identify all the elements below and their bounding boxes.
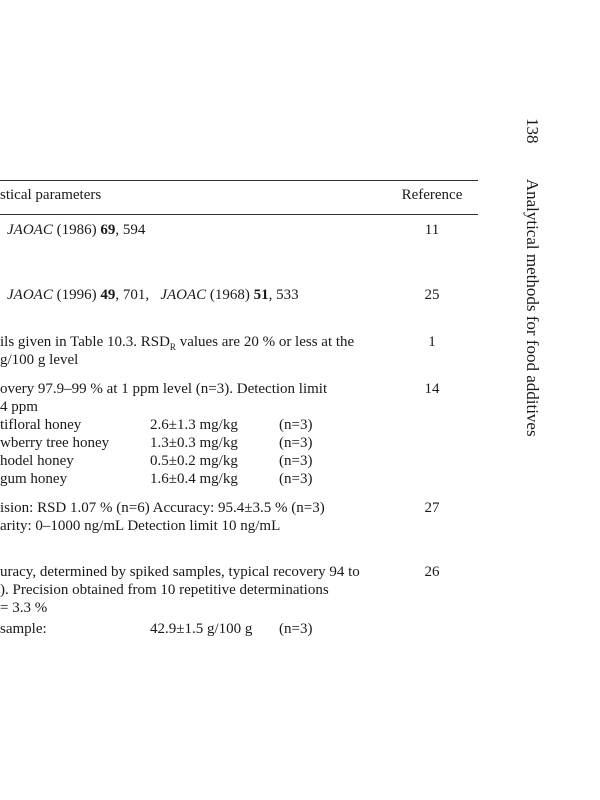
table-row-1-citation: JAOAC (1986) 69, 594	[7, 222, 146, 238]
journal-name: JAOAC	[7, 222, 53, 238]
sample-row: gum honey	[0, 471, 68, 487]
sample-row: hodel honey	[0, 453, 74, 469]
table-row-6-reference: 26	[424, 564, 440, 580]
sample-row: wberry tree honey	[0, 435, 110, 451]
sample-count: (n=3)	[279, 621, 313, 637]
table-row-3-line-2: g/100 g level	[0, 352, 79, 368]
page-number: 138	[523, 118, 542, 144]
sample-value: 2.6±1.3 mg/kg	[150, 417, 238, 433]
sample-value: 42.9±1.5 g/100 g	[150, 621, 253, 637]
sample-count: (n=3)	[279, 471, 313, 487]
table-row-4-line-1: overy 97.9–99 % at 1 ppm level (n=3). Detection limit	[0, 381, 328, 397]
table-row-4-line-2: 4 ppm	[0, 399, 38, 415]
column-header-reference: Reference	[401, 187, 463, 203]
table-top-rule	[0, 180, 478, 181]
sample-count: (n=3)	[279, 435, 313, 451]
table-row-3-line-1: ils given in Table 10.3. $RSD_R$ values are 20 % or less at the	[0, 334, 355, 352]
table-row-5-line-2: arity: 0–1000 ng/mL Detection limit 10 ng/mL	[0, 518, 281, 534]
table-row-4-reference: 14	[424, 381, 440, 397]
table-row-1-reference: 11	[424, 222, 440, 238]
sample-value: 1.6±0.4 mg/kg	[150, 471, 238, 487]
table-row-2-reference: 25	[424, 287, 440, 303]
table-row-5-line-1: ision: RSD 1.07 % (n=6) Accuracy: 95.4±3.5 % (n=3)	[0, 500, 325, 516]
table-row-2-citation: JAOAC (1996) 49, 701, JAOAC (1968) 51, 533	[7, 287, 299, 303]
sample-label: sample:	[0, 621, 47, 637]
sample-count: (n=3)	[279, 417, 313, 433]
sample-count: (n=3)	[279, 453, 313, 469]
sample-value: 0.5±0.2 mg/kg	[150, 453, 238, 469]
running-title: Analytical methods for food additives	[523, 178, 542, 437]
table-row-6-line-3: = 3.3 %	[0, 600, 48, 616]
running-header	[522, 118, 542, 437]
sample-value: 1.3±0.3 mg/kg	[150, 435, 238, 451]
table-row-5-reference: 27	[424, 500, 440, 516]
table-header-rule	[0, 214, 478, 215]
sample-row: tifloral honey	[0, 417, 82, 433]
column-header-params: stical parameters	[0, 187, 102, 203]
table-row-6-line-2: ). Precision obtained from 10 repetitive determinations	[0, 582, 329, 598]
table-row-3-reference: 1	[428, 334, 436, 350]
table-row-6-line-1: uracy, determined by spiked samples, typical recovery 94 to	[0, 564, 360, 580]
